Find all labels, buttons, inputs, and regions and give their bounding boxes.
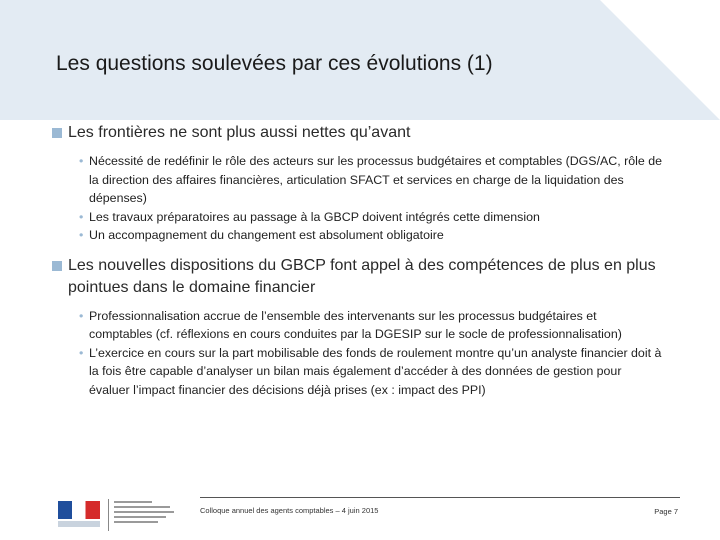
- bullet-list: [52, 307, 662, 400]
- list-item: • Un accompagnement du changement est absolument obligatoire: [79, 226, 662, 245]
- footer-event: Colloque annuel des agents comptables – 4 juin 2015: [200, 506, 379, 515]
- logo-divider: [108, 499, 109, 531]
- bullet-dot-icon: •: [79, 308, 84, 323]
- page-number: Page 7: [654, 507, 678, 516]
- list-item: • Les travaux préparatoires au passage à la GBCP doivent intégrés cette dimension: [79, 208, 662, 227]
- header-corner-cut: [600, 0, 720, 120]
- square-bullet-icon: [52, 261, 62, 271]
- bullet-dot-icon: •: [79, 209, 84, 224]
- section-skills: [52, 255, 662, 400]
- footer-divider: [200, 497, 680, 498]
- page-title: Les questions soulevées par ces évolutions (1): [56, 52, 493, 75]
- list-item: • Nécessité de redéfinir le rôle des acteurs sur les processus budgétaires et comptables (DGS/AC, rôle de la direction des affaires financières, articulation SFACT et services en charge de la liquidation des dépenses): [79, 154, 662, 205]
- section-heading-text: Les nouvelles dispositions du GBCP font appel à des compétences de plus en plus pointues dans le domaine financier: [68, 256, 656, 296]
- bullet-dot-icon: •: [79, 228, 84, 242]
- ministry-logo-icon: [50, 497, 182, 533]
- bullet-dot-icon: •: [79, 345, 84, 360]
- list-item: • L’exercice en cours sur la part mobilisable des fonds de roulement montre qu’un analyste financier doit à la fois être capable d’analyser un bilan mais également d’accéder à des données de gestion pour évaluer l’impact financier des décisions déjà prises (ex : impact des PPI): [79, 345, 662, 397]
- marianne-flag-icon: [58, 501, 100, 529]
- section-heading: [52, 122, 662, 144]
- slide-content: [52, 122, 662, 399]
- section-boundaries: [52, 122, 662, 245]
- list-item: • Professionnalisation accrue de l’ensemble des intervenants sur les processus budgétaires et comptables (cf. réflexions en cours conduites par la DGESIP sur le socle de professionnalisation): [79, 308, 622, 341]
- bullet-list: [52, 152, 662, 245]
- section-heading: [52, 255, 662, 299]
- square-bullet-icon: [52, 128, 62, 138]
- section-heading-text: Les frontières ne sont plus aussi nettes qu’avant: [68, 124, 411, 141]
- bullet-dot-icon: •: [79, 154, 84, 168]
- logo-text-lines: [114, 501, 174, 526]
